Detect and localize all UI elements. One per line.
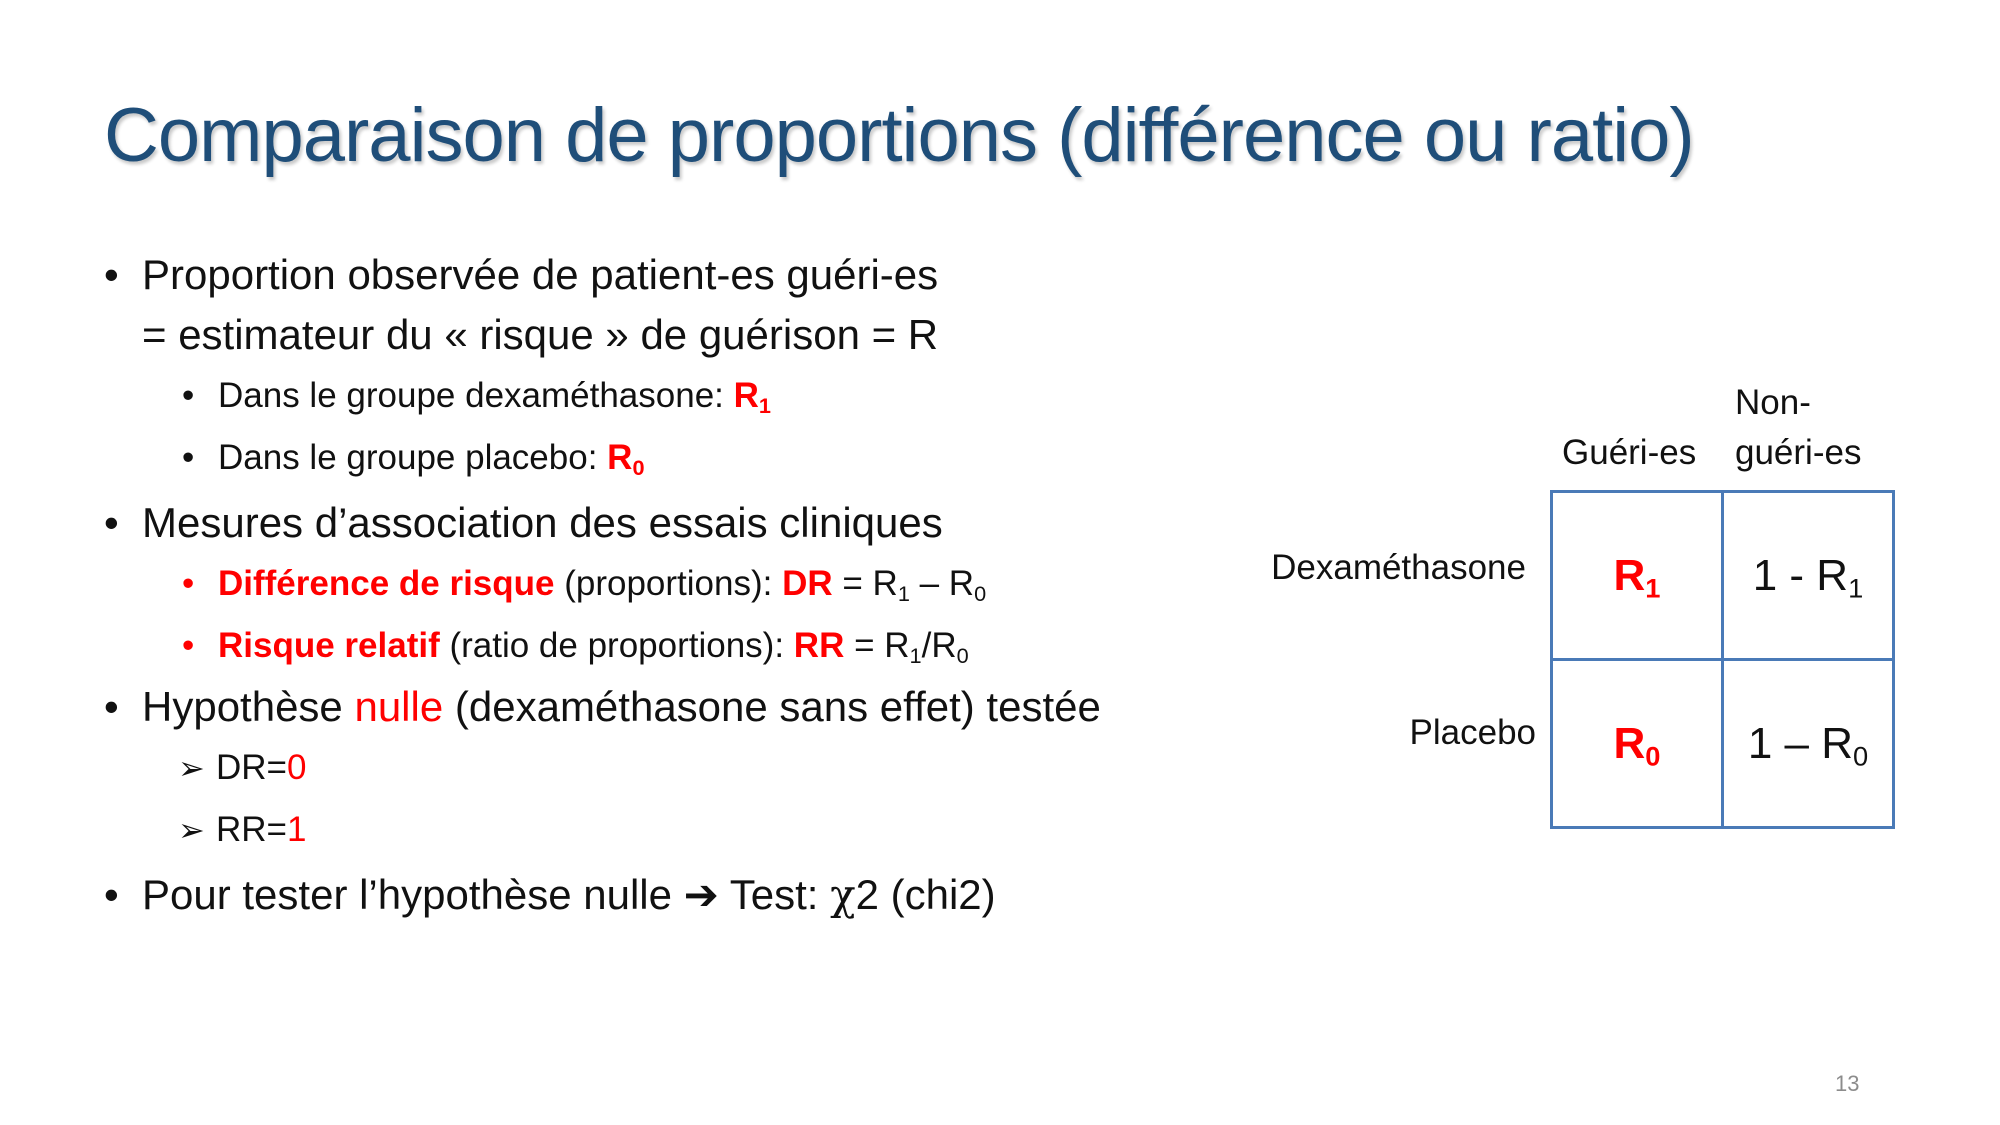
abbr-rr: RR [793,626,845,665]
bullet-proportion-line2: = estimateur du « risque » de guérison = R [142,311,939,358]
text: = R [832,564,898,603]
chi-symbol: χ [830,870,856,919]
term-risk-difference: Différence de risque [218,564,555,603]
header-line: guéri-es [1735,433,1862,472]
symbol-subscript: 1 [758,393,771,419]
text: (ratio de proportions): [439,626,794,665]
page-number: 13 [1835,1071,1860,1096]
text: RR= [216,810,287,849]
text: Hypothèse [142,683,355,730]
column-header-gueri: Guéri-es [1562,433,1697,472]
table-row [1552,492,1894,660]
slide-title: Comparaison de proportions (différence ou ratio) [104,93,1694,178]
value-zero: 0 [287,748,307,787]
bullet-proportion [104,245,1254,365]
sub-bullet-dexamethasone [178,365,1254,427]
text: /R [921,626,957,665]
cell-r1 [1552,492,1723,660]
bullet-null-hypothesis [104,677,1254,737]
text: Test: [718,871,831,918]
bullet-list [104,245,1254,925]
cell-subscript: 0 [1853,740,1869,772]
sub-bullet-text: Dans le groupe placebo: [218,438,608,477]
text: – R [909,564,975,603]
cell-subscript: 0 [1645,740,1661,772]
cell-symbol: R [1613,718,1646,768]
sub-bullet-placebo [178,427,1254,489]
column-header-non-gueri [1735,378,1861,478]
text: Pour tester l’hypothèse nulle [142,871,684,918]
contingency-table [1550,490,1895,829]
value-one: 1 [287,810,307,849]
sub-bullet-relative-risk [178,615,1254,677]
text: (proportions): [554,564,783,603]
sub-bullet-risk-difference [178,553,1254,615]
bullet-measures: • Mesures d’association des essais cliniques [104,493,1254,553]
cell-one-minus-r0 [1723,660,1894,828]
sub-bullet-text: Dans le groupe dexaméthasone: [218,376,734,415]
contingency-table-area [1240,380,1900,830]
subscript: 1 [909,643,922,669]
row-label-dexamethasone: Dexaméthasone [1271,548,1526,587]
cell-text: 1 - R [1752,550,1849,600]
cell-symbol: R [1613,550,1646,600]
cell-r0 [1552,660,1723,828]
bullet-test [104,865,1254,925]
row-label-placebo: Placebo [1409,713,1536,752]
header-line: Non- [1735,383,1811,422]
cell-text: 1 – R [1747,718,1853,768]
text: DR= [216,748,287,787]
term-relative-risk: Risque relatif [218,626,440,665]
symbol-subscript: 0 [632,455,645,481]
symbol-letter: R [607,438,633,477]
subscript: 0 [956,643,969,669]
table-row [1552,660,1894,828]
subscript: 1 [897,581,910,607]
symbol-r1 [733,376,771,419]
abbr-dr: DR [782,564,833,603]
cell-subscript: 1 [1645,572,1661,604]
sub-bullet-rr-one [178,799,1254,861]
symbol-r0 [607,438,645,481]
text: (dexaméthasone sans effet) testée [443,683,1101,730]
text: = R [844,626,910,665]
cell-one-minus-r1 [1723,492,1894,660]
word-nulle: nulle [354,683,444,730]
sub-bullet-dr-zero [178,737,1254,799]
arrow-right-icon: ➔ [683,871,719,918]
bullet-proportion-line1: Proportion observée de patient-es guéri-es [142,251,939,298]
subscript: 0 [974,581,987,607]
cell-subscript: 1 [1848,572,1864,604]
symbol-letter: R [733,376,759,415]
text: 2 (chi2) [855,871,996,918]
